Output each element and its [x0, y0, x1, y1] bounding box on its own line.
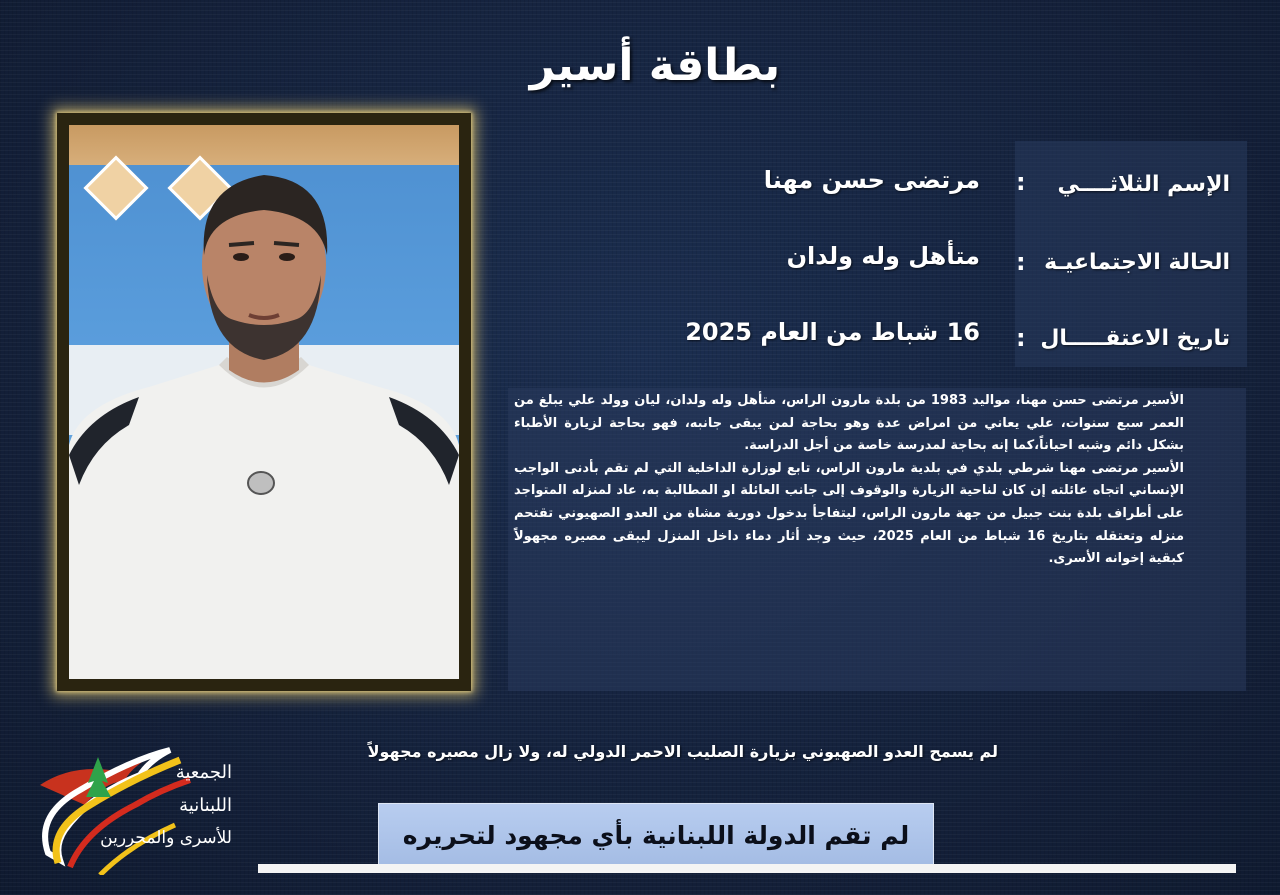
name-label: الإسم الثلاثــــي	[1057, 172, 1230, 197]
marital-colon: :	[1016, 248, 1026, 276]
prisoner-portrait-icon	[69, 125, 459, 679]
footer-rule	[258, 864, 1236, 873]
red-cross-note: لم يسمح العدو الصهيوني بزيارة الصليب الاحمر الدولي له، ولا زال مصيره مجهولاً	[367, 742, 998, 761]
name-value: مرتضى حسن مهنا	[763, 166, 980, 194]
logo-line-1: الجمعية	[175, 762, 232, 783]
photo-frame	[57, 113, 471, 691]
logo-line-2: اللبنانية	[179, 795, 232, 816]
arrest-date-colon: :	[1016, 324, 1026, 352]
story-text	[514, 390, 1184, 571]
marital-value: متأهل وله ولدان	[786, 242, 980, 270]
name-colon: :	[1016, 168, 1026, 196]
arrest-date-label: تاريخ الاعتقـــــال	[1040, 326, 1230, 351]
card-title: بطاقة أسير	[529, 40, 781, 91]
story-paragraph-1: الأسير مرتضى حسن مهنا، مواليد 1983 من بلدة مارون الراس، متأهل وله ولدان، ليان وولد علي يبلغ من العمر سبع سنوات، علي يعاني من امراض عدة وهو بحاجة لمن يبقى جانبه، فهو بحاجة لزيارة الأطباء بشكل دائم وشبه احياناً،كما إنه بحاجة لمدرسة خاصة من أجل الدراسة.	[514, 393, 1184, 454]
state-banner	[378, 803, 934, 867]
logo-line-3: للأسرى والمحررين	[100, 828, 232, 848]
state-banner-text: لم تقم الدولة اللبنانية بأي مجهود لتحريره	[402, 820, 910, 850]
story-paragraph-2: الأسير مرتضى مهنا شرطي بلدي في بلدية مارون الراس، تابع لوزارة الداخلية التي لم تقم بأدنى الواجب الإنساني اتجاه عائلته إن كان لناحية الزيارة والوقوف إلى جانب العائلة او المطالبة به، عاد لمنزله المتواجد على أطراف بلدة بنت جبيل من جهة مارون الراس، ليتفاجأ بدخول دورية مشاة من العدو الصهيوني تقتحم منزله وتعتقله بتاريخ 16 شباط من العام 2025، حيث وجد أثار دماء داخل المنزل ليبقى مصيره مجهولاً كبقية إخوانه الأسرى.	[514, 460, 1184, 567]
marital-label: الحالة الاجتماعيـة	[1044, 250, 1230, 275]
arrest-date-value: 16 شباط من العام 2025	[685, 318, 980, 346]
